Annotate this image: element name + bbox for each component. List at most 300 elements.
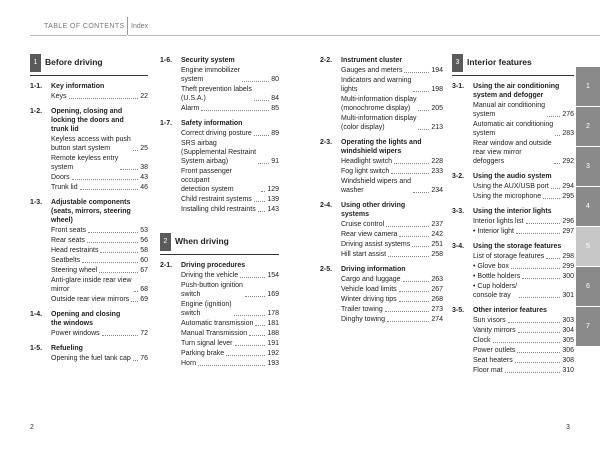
header-divider [127,17,128,35]
dot-leader [102,335,139,336]
dot-leader [72,179,139,180]
toc-entry-page: 233 [431,168,443,175]
toc-entry[interactable] [341,315,443,324]
toc-entry-page: 193 [267,360,279,367]
toc-entry-page: 299 [562,263,574,270]
toc-entry[interactable] [341,275,443,284]
toc-entry[interactable] [341,220,443,229]
toc-entry-page: 191 [267,340,279,347]
toc-entry-page: 205 [431,105,443,112]
chapter-title: When driving [175,236,229,246]
toc-entry[interactable] [51,354,148,363]
toc-entry-label: Automatic air conditioning system [473,121,554,137]
dot-leader [493,342,561,343]
toc-entry[interactable] [473,282,574,300]
toc-entry[interactable] [473,272,574,281]
page-number-left: 2 [30,424,34,431]
toc-entry[interactable] [473,227,574,236]
section-heading[interactable] [320,201,443,219]
toc-column-1 [30,50,148,364]
section-title: Using other driving systems [341,202,406,218]
header-rule-left [30,35,127,36]
dot-leader [403,281,430,282]
toc-entry[interactable] [341,167,443,176]
toc-entry[interactable] [341,250,443,259]
section-number: 1-5. [30,345,43,352]
dot-leader [543,198,560,199]
toc-entry-label: Outside rear view mirrors [51,296,130,303]
chapter-heading[interactable] [160,229,279,255]
dot-leader [249,335,265,336]
section-number: 3-3. [452,208,465,215]
toc-entry[interactable] [181,139,279,166]
toc-entry-label: Winter driving tips [341,296,397,303]
dot-leader [386,226,429,227]
dot-leader [387,321,429,322]
dot-leader [258,163,269,164]
toc-entry[interactable] [473,262,574,271]
toc-entry[interactable] [473,139,574,166]
section-title: Security system [181,57,235,64]
toc-entry-page: 58 [140,247,148,254]
section-heading[interactable] [30,344,148,353]
toc-entry-page: 258 [431,251,443,258]
section-heading[interactable] [452,306,574,315]
dot-leader [255,325,265,326]
dot-leader [87,242,138,243]
toc-entry-label: Dinghy towing [341,316,385,323]
dot-leader [258,211,266,212]
section-heading[interactable] [30,107,148,134]
toc-entry-page: 198 [431,86,443,93]
section-title: Safety information [181,120,243,127]
toc-entry[interactable] [181,329,279,338]
section-title: Opening, closing and locking the doors and trunk lid [51,108,124,133]
section-heading[interactable] [30,310,148,328]
dot-leader [201,110,269,111]
toc-entry[interactable] [473,326,574,335]
dot-leader [385,311,430,312]
toc-entry[interactable] [341,295,443,304]
toc-entry-page: 192 [267,350,279,357]
section-heading[interactable] [452,172,574,181]
toc-entry[interactable] [181,349,279,358]
chapter-tab-2[interactable]: 2 [576,107,600,146]
section-number: 1-4. [30,311,43,318]
toc-entry-page: 56 [140,237,148,244]
toc-entry[interactable] [51,154,148,172]
toc-entry-label: Multi-information display (color display) [341,115,417,131]
dot-leader [519,297,560,298]
dot-leader [131,301,138,302]
section-number: 3-5. [452,307,465,314]
toc-entry-label: Doors [51,174,70,181]
toc-entry[interactable] [51,256,148,265]
toc-entry[interactable] [473,336,574,345]
section-title: Using the storage features [473,243,562,250]
section-title: Using the air conditioning system and defogger [473,83,560,99]
chapter-number: 3 [452,54,463,72]
section-number: 1-6. [160,57,173,64]
section-number: 1-3. [30,199,43,206]
toc-entry-page: 298 [562,253,574,260]
toc-entry[interactable] [181,85,279,103]
toc-entry-page: 43 [140,174,148,181]
toc-column-2 [160,50,279,369]
chapter-tab-4[interactable]: 4 [576,187,600,226]
chapter-tab-1[interactable]: 1 [576,67,600,106]
toc-entry-label: Engine immobilizer system [181,67,241,83]
dot-leader [234,315,266,316]
dot-leader [413,192,429,193]
toc-column-3 [320,50,443,325]
toc-entry-page: 237 [431,221,443,228]
toc-entry-page: 67 [140,267,148,274]
toc-entry-label: Turn signal lever [181,340,233,347]
toc-entry[interactable] [181,205,279,214]
chapter-title: Before driving [45,57,103,67]
toc-entry-label: Rear view camera [341,231,398,238]
dot-leader [198,365,265,366]
dot-leader [254,201,266,202]
section-number: 2-3. [320,139,333,146]
dot-leader [242,81,269,82]
dot-leader [546,258,560,259]
toc-entry-label: Correct driving posture [181,130,252,137]
chapter-title: Interior features [467,57,532,67]
toc-entry[interactable] [51,329,148,338]
toc-entry-label: Windshield wipers and washer [341,178,412,194]
toc-entry[interactable] [341,305,443,314]
toc-entry-label: List of storage features [473,253,545,260]
chapter-tabs [576,67,600,347]
chapter-number: 1 [30,54,41,72]
section-title: Other interior features [473,307,547,314]
dot-leader [245,296,265,297]
toc-entry-page: 276 [562,111,574,118]
section-title: Using the interior lights [473,208,552,215]
toc-entry-label: Interior lights list [473,218,524,225]
section-heading[interactable] [452,82,574,100]
toc-entry-label: Horn [181,360,197,367]
toc-entry-page: 283 [562,130,574,137]
toc-entry-label: Anti-glare inside rear view mirror [51,277,132,293]
toc-entry[interactable] [473,366,574,375]
toc-entry[interactable] [341,240,443,249]
toc-entry[interactable] [51,246,148,255]
section-title: Instrument cluster [341,57,403,64]
toc-entry[interactable] [473,316,574,325]
toc-entry-label: Indicators and warning lights [341,77,412,93]
toc-entry-page: 139 [267,196,279,203]
section-heading[interactable] [160,261,279,270]
toc-entry[interactable] [51,295,148,304]
section-number: 2-4. [320,202,333,209]
toc-entry-label: Remote keyless entry system [51,155,119,171]
toc-entry-page: 194 [431,67,443,74]
toc-entry-page: 181 [267,320,279,327]
toc-entry-page: 306 [562,347,574,354]
dot-leader [226,355,265,356]
toc-entry-page: 301 [562,292,574,299]
toc-entry[interactable] [181,281,279,299]
toc-entry[interactable] [181,300,279,318]
dot-leader [418,110,429,111]
toc-entry[interactable] [181,129,279,138]
toc-entry-label: Trailer towing [341,306,383,313]
toc-entry-page: 38 [140,164,148,171]
dot-leader [240,277,265,278]
dot-leader [100,252,138,253]
toc-entry-label: Floor mat [473,367,503,374]
toc-entry-label: Power windows [51,330,100,337]
toc-entry-label: Seatbelts [51,257,81,264]
toc-entry-label: Driving assist systems [341,241,411,248]
toc-entry[interactable] [181,359,279,368]
toc-entry-page: 69 [140,296,148,303]
toc-entry-label: • Cup holders/ console tray [473,283,518,299]
toc-entry-label: Fog light switch [341,168,390,175]
toc-entry-label: Front passenger occupant detection system [181,168,234,193]
toc-entry[interactable] [341,157,443,166]
section-heading[interactable] [452,242,574,251]
section-number: 2-2. [320,57,333,64]
toc-entry[interactable] [181,195,279,204]
toc-entry-label: Head restraints [51,247,99,254]
toc-entry-page: 296 [562,218,574,225]
toc-entry-page: 304 [562,327,574,334]
toc-entry[interactable] [181,66,279,84]
toc-entry[interactable] [51,226,148,235]
toc-entry[interactable] [473,346,574,355]
toc-entry-label: Hill start assist [341,251,387,258]
toc-entry[interactable] [473,101,574,119]
dot-leader [391,173,429,174]
toc-entry-label: Steering wheel [51,267,98,274]
page-number-right: 3 [566,424,570,431]
dot-leader [522,278,560,279]
section-heading[interactable] [30,82,148,91]
toc-entry-label: Alarm [181,105,200,112]
dot-leader [547,116,560,117]
toc-entry[interactable] [473,356,574,365]
toc-entry-page: 188 [267,330,279,337]
dot-leader [120,169,138,170]
toc-entry-label: Installing child restraints [181,206,256,213]
toc-entry[interactable] [341,95,443,113]
dot-leader [394,163,429,164]
chapter-tab-3[interactable]: 3 [576,147,600,186]
toc-entry-label: Keys [51,93,67,100]
section-number: 3-1. [452,83,465,90]
toc-entry-page: 300 [562,273,574,280]
section-heading[interactable] [320,56,443,65]
toc-entry-label: Automatic transmission [181,320,254,327]
toc-entry[interactable] [51,92,148,101]
toc-entry-label: Manual Transmission [181,330,248,337]
toc-entry[interactable] [51,173,148,182]
toc-entry-page: 169 [267,291,279,298]
toc-entry-page: 213 [431,124,443,131]
toc-entry[interactable] [473,192,574,201]
dot-leader [399,301,430,302]
dot-leader [399,236,429,237]
toc-entry-page: 85 [271,105,279,112]
toc-entry-page: 268 [431,296,443,303]
section-heading[interactable] [160,56,279,65]
toc-entry-page: 143 [267,206,279,213]
toc-entry-label: Manual air conditioning system [473,102,545,118]
toc-entry-page: 129 [267,186,279,193]
toc-entry-label: Push-button ignition switch [181,282,243,298]
toc-entry-label: Keyless access with push button start system [51,136,131,152]
toc-entry-page: 242 [431,231,443,238]
toc-entry[interactable] [473,182,574,191]
toc-entry-label: • Glove box [473,263,509,270]
toc-entry[interactable] [341,114,443,132]
dot-leader [418,129,429,130]
dot-leader [80,189,139,190]
dot-leader [511,268,560,269]
toc-entry[interactable] [341,66,443,75]
toc-column-4 [452,50,574,376]
toc-entry-page: 25 [140,145,148,152]
toc-entry[interactable] [51,266,148,275]
chapter-heading[interactable] [30,50,148,76]
toc-entry-label: Headlight switch [341,158,392,165]
dot-leader [555,135,560,136]
toc-entry-page: 305 [562,337,574,344]
dot-leader [88,232,138,233]
toc-entry-label: Rear seats [51,237,85,244]
toc-entry[interactable] [181,339,279,348]
toc-entry-page: 22 [140,93,148,100]
dot-leader [526,223,561,224]
toc-entry-page: 273 [431,306,443,313]
toc-entry[interactable] [341,285,443,294]
toc-entry-label: Trunk lid [51,184,78,191]
toc-entry-page: 292 [562,158,574,165]
toc-entry[interactable] [51,276,148,294]
toc-entry[interactable] [181,167,279,194]
toc-entry-label: Sun visors [473,317,506,324]
toc-entry-page: 84 [271,95,279,102]
toc-entry-page: 89 [271,130,279,137]
toc-entry-page: 76 [140,355,148,362]
dot-leader [399,291,430,292]
chapter-tab-5[interactable]: 5 [576,227,600,266]
dot-leader [551,188,560,189]
section-title: Driving information [341,266,406,273]
toc-entry-page: 228 [431,158,443,165]
dot-leader [99,272,138,273]
index-link[interactable]: Index [131,23,149,30]
toc-header-label: TABLE OF CONTENTS [44,23,125,30]
toc-entry-page: 68 [140,286,148,293]
toc-entry-label: Using the microphone [473,193,542,200]
toc-entry-label: Engine (ignition) switch [181,301,232,317]
toc-entry-label: • Bottle holders [473,273,521,280]
dot-leader [517,352,560,353]
dot-leader [235,345,266,346]
toc-entry-page: 274 [431,316,443,323]
chapter-tab-6[interactable]: 6 [576,267,600,306]
dot-leader [412,246,429,247]
toc-entry-page: 53 [140,227,148,234]
toc-entry-page: 251 [431,241,443,248]
dot-leader [404,72,429,73]
toc-entry[interactable] [51,236,148,245]
section-heading[interactable] [320,265,443,274]
dot-leader [515,362,561,363]
toc-entry[interactable] [341,230,443,239]
toc-entry-label: Child restraint systems [181,196,252,203]
dot-leader [69,98,139,99]
toc-entry-label: Gauges and meters [341,67,403,74]
toc-entry-page: 154 [267,272,279,279]
toc-entry-page: 234 [431,187,443,194]
toc-entry-page: 295 [562,193,574,200]
toc-entry-label: Clock [473,337,491,344]
section-number: 1-7. [160,120,173,127]
dot-leader [254,135,269,136]
toc-entry-page: 267 [431,286,443,293]
section-title: Adjustable components (seats, mirrors, steering wheel) [51,199,131,224]
toc-entry[interactable] [473,217,574,226]
toc-entry[interactable] [341,76,443,94]
section-heading[interactable] [452,207,574,216]
toc-entry-page: 72 [140,330,148,337]
toc-entry[interactable] [473,120,574,138]
section-number: 1-2. [30,108,43,115]
toc-entry[interactable] [341,177,443,195]
dot-leader [508,322,561,323]
section-title: Opening and closing the windows [51,311,121,327]
section-number: 2-5. [320,266,333,273]
toc-entry[interactable] [181,271,279,280]
dot-leader [413,91,429,92]
dot-leader [133,150,138,151]
dot-leader [516,233,560,234]
toc-entry-page: 308 [562,357,574,364]
toc-entry-label: Front seats [51,227,87,234]
section-title: Operating the lights and windshield wipers [341,139,422,155]
toc-entry-page: 303 [562,317,574,324]
section-heading[interactable] [320,138,443,156]
toc-entry[interactable] [51,135,148,153]
toc-entry[interactable] [181,104,279,113]
toc-entry-page: 91 [271,158,279,165]
toc-entry[interactable] [181,319,279,328]
dot-leader [554,163,561,164]
toc-entry-page: 294 [562,183,574,190]
header-rule [128,35,600,36]
chapter-tab-7[interactable]: 7 [576,307,600,346]
chapter-number: 2 [160,233,171,251]
toc-entry-page: 178 [267,310,279,317]
dot-leader [133,360,138,361]
toc-entry-page: 297 [562,228,574,235]
toc-entry[interactable] [51,183,148,192]
chapter-heading[interactable] [452,50,574,76]
toc-entry-label: Rear window and outside rear view mirror defoggers [473,140,552,165]
toc-entry[interactable] [473,252,574,261]
section-heading[interactable] [30,198,148,225]
section-heading[interactable] [160,119,279,128]
section-title: Using the audio system [473,173,552,180]
toc-entry-label: Using the AUX/USB port [473,183,549,190]
section-title: Refueling [51,345,83,352]
